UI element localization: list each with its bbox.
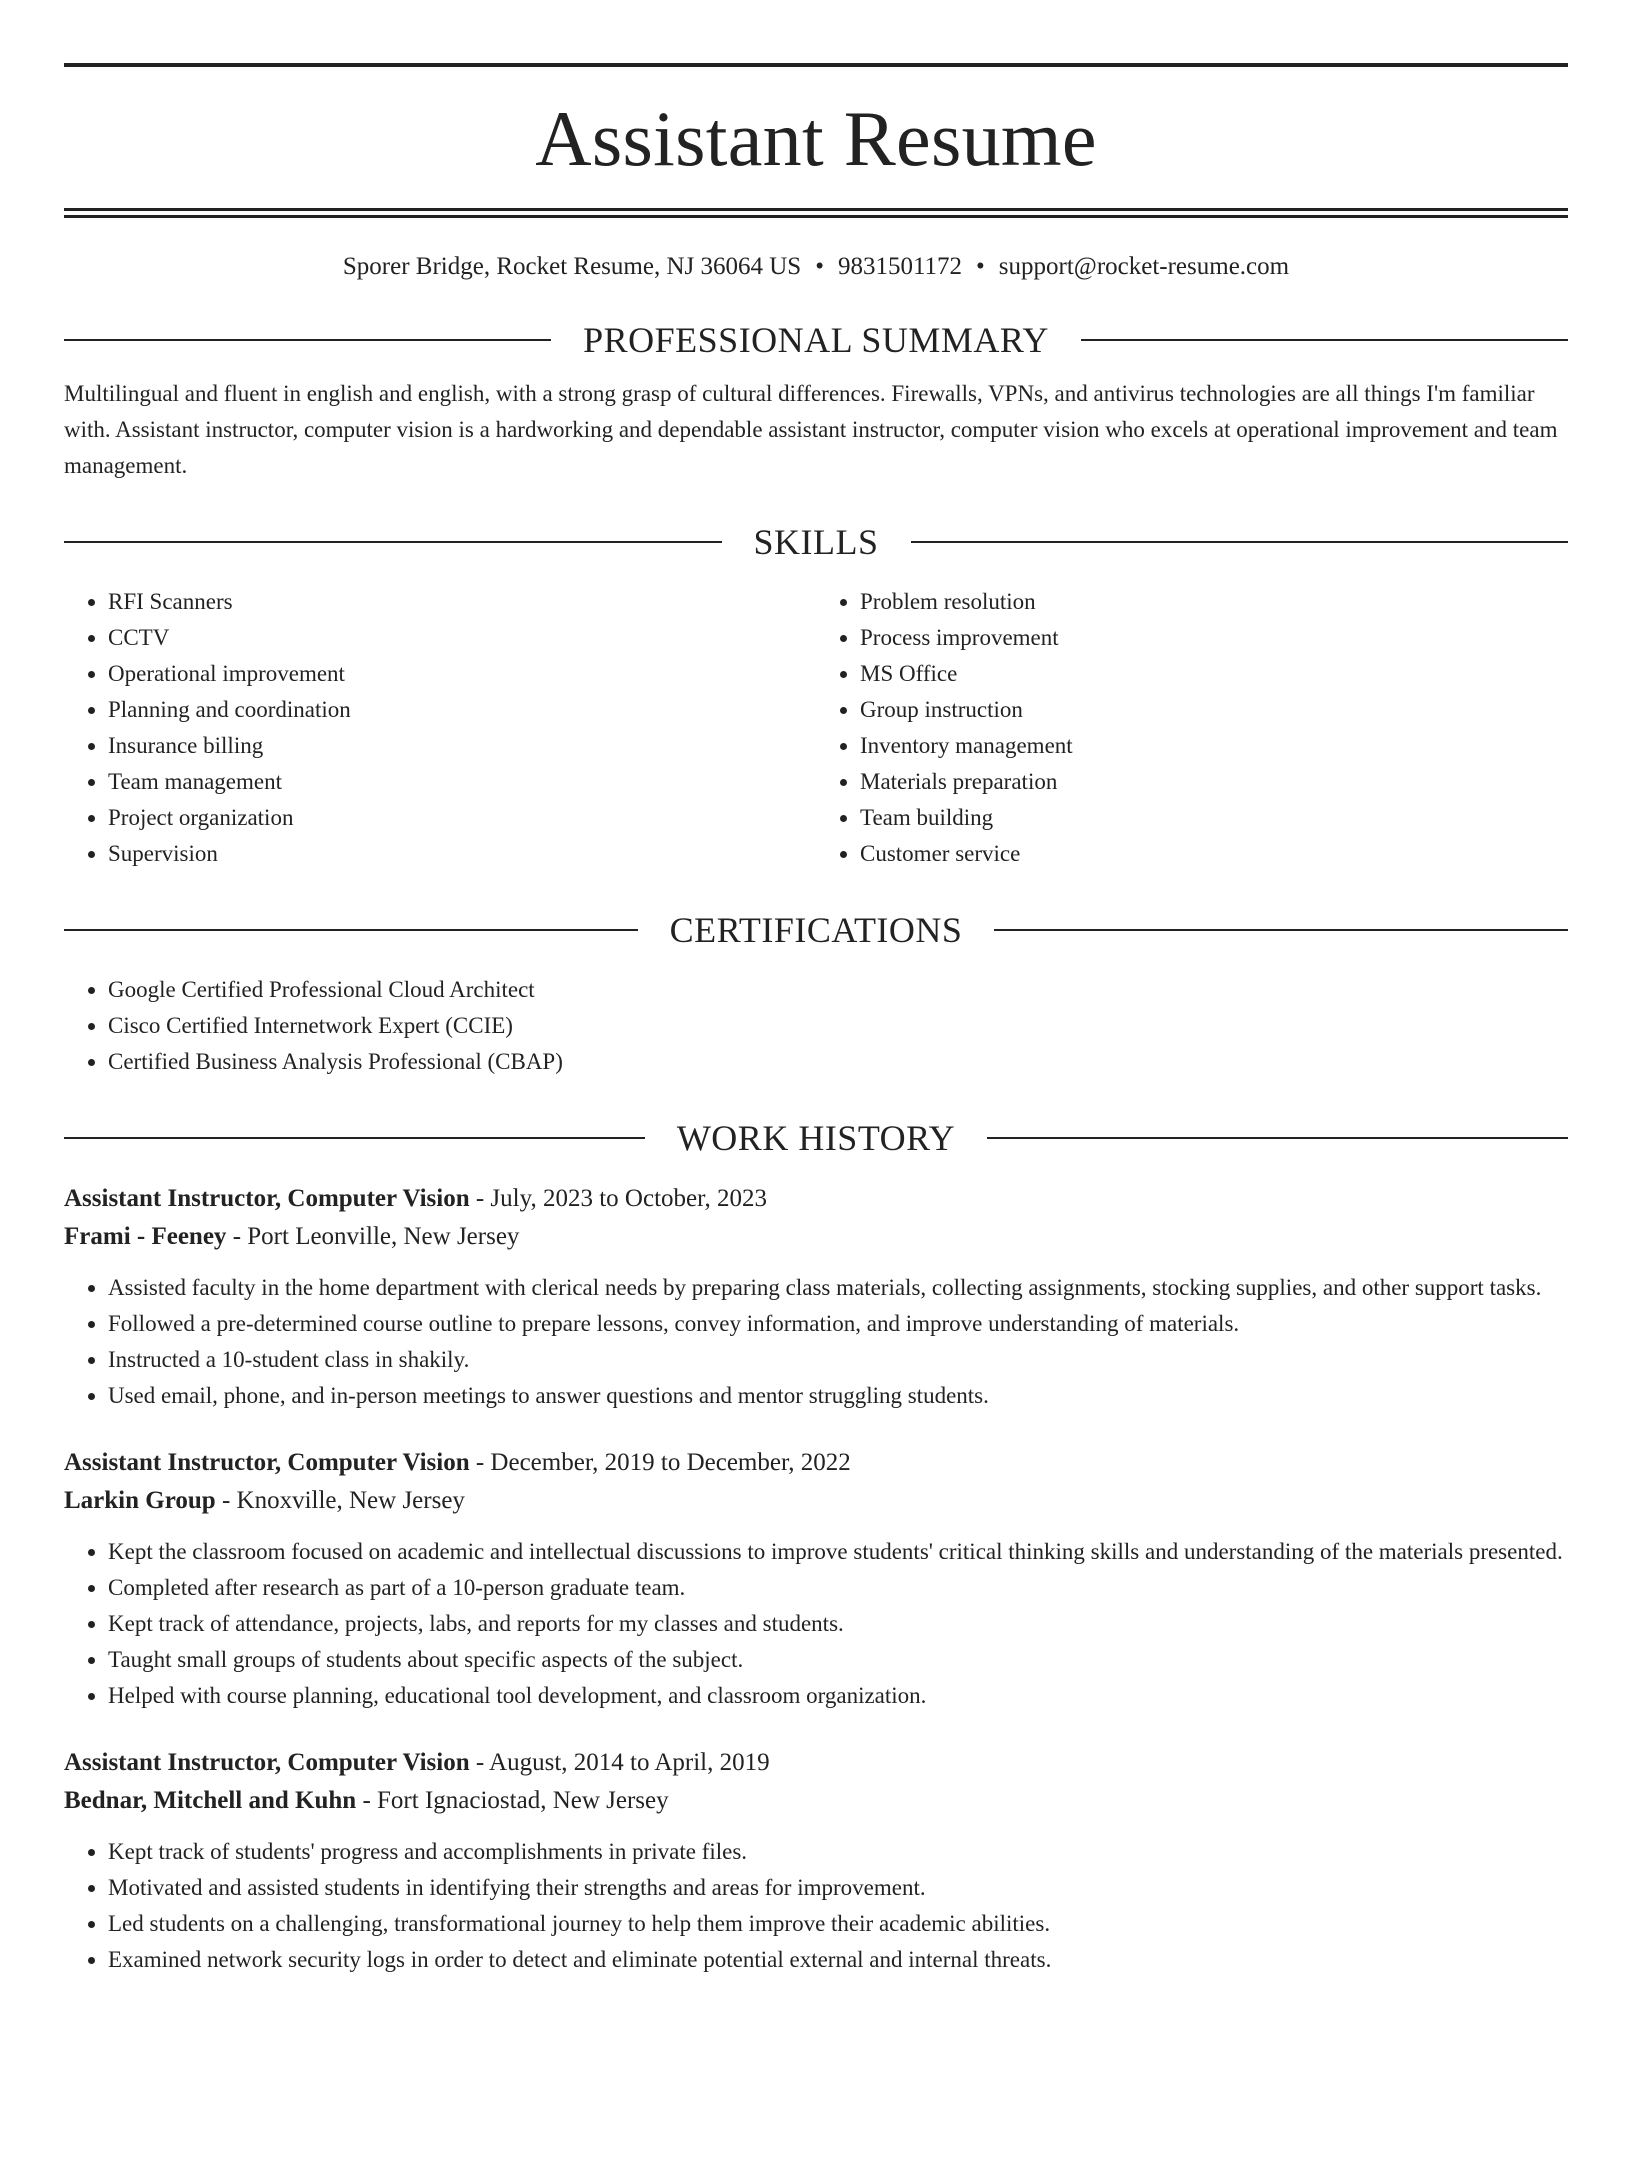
job-company: Bednar, Mitchell and Kuhn [64, 1787, 357, 1814]
skill-item: • Team management [108, 764, 816, 800]
skill-item: • CCTV [108, 620, 816, 656]
job-company-line [64, 1482, 1568, 1520]
certification-item: • Cisco Certified Internetwork Expert (CCIE) [108, 1008, 1568, 1044]
contact-line [64, 252, 1568, 282]
skill-item: • Operational improvement [108, 656, 816, 692]
job-bullet: • Instructed a 10-student class in shakily. [108, 1342, 1568, 1378]
job-title-line [64, 1180, 1568, 1218]
job-title-line [64, 1444, 1568, 1482]
skills-heading [64, 524, 1568, 560]
job-location: - Port Leonville, New Jersey [226, 1223, 520, 1250]
separator: • [976, 253, 985, 280]
skill-item: • MS Office [860, 656, 1568, 692]
divider [1081, 339, 1568, 341]
skill-item: • Group instruction [860, 692, 1568, 728]
job-location: - Fort Ignaciostad, New Jersey [356, 1787, 669, 1814]
summary-heading [64, 322, 1568, 358]
divider [64, 929, 638, 931]
job-company-line [64, 1218, 1568, 1256]
section-title: CERTIFICATIONS [669, 910, 963, 950]
certification-item: • Google Certified Professional Cloud Architect [108, 972, 1568, 1008]
resume-title: Assistant Resume [535, 95, 1097, 182]
divider [64, 1137, 645, 1139]
job-company-line [64, 1782, 1568, 1820]
skills-list-right [816, 584, 1568, 872]
job-bullet: • Helped with course planning, educational tool development, and classroom organization. [108, 1678, 1568, 1714]
top-rule [64, 63, 1568, 67]
skill-item: • Team building [860, 800, 1568, 836]
job-dates: - August, 2014 to April, 2019 [469, 1749, 770, 1776]
job-company: Larkin Group [64, 1487, 216, 1514]
job-entry [64, 1744, 1568, 1978]
job-bullet: • Assisted faculty in the home department with clerical needs by preparing class materials, collecting assignments, stocking supplies, and other support tasks. [108, 1270, 1568, 1306]
section-title: WORK HISTORY [676, 1118, 956, 1158]
job-bullet: • Used email, phone, and in-person meetings to answer questions and mentor struggling students. [108, 1378, 1568, 1414]
job-bullet: • Kept track of students' progress and accomplishments in private files. [108, 1834, 1568, 1870]
divider [64, 339, 551, 341]
job-bullet: • Followed a pre-determined course outline to prepare lessons, convey information, and improve understanding of materials. [108, 1306, 1568, 1342]
skills-columns [64, 584, 1568, 872]
divider [987, 1137, 1568, 1139]
job-company: Frami - Feeney [64, 1223, 227, 1250]
job-entry [64, 1444, 1568, 1714]
skill-item: • Process improvement [860, 620, 1568, 656]
certifications-list [64, 972, 1568, 1080]
job-location: - Knoxville, New Jersey [215, 1487, 465, 1514]
job-bullet: • Kept track of attendance, projects, labs, and reports for my classes and students. [108, 1606, 1568, 1642]
job-role: Assistant Instructor, Computer Vision [64, 1749, 470, 1776]
job-bullets [64, 1834, 1568, 1978]
job-bullet: • Completed after research as part of a 10-person graduate team. [108, 1570, 1568, 1606]
job-bullet: • Taught small groups of students about specific aspects of the subject. [108, 1642, 1568, 1678]
section-title: PROFESSIONAL SUMMARY [583, 320, 1049, 360]
skill-item: • Project organization [108, 800, 816, 836]
skill-item: • Insurance billing [108, 728, 816, 764]
job-role: Assistant Instructor, Computer Vision [64, 1185, 470, 1212]
certification-item: • Certified Business Analysis Professional (CBAP) [108, 1044, 1568, 1080]
separator: • [815, 253, 824, 280]
skill-item: • Supervision [108, 836, 816, 872]
job-dates: - December, 2019 to December, 2022 [469, 1449, 851, 1476]
skill-item: • Planning and coordination [108, 692, 816, 728]
email[interactable]: support@rocket-resume.com [998, 253, 1290, 280]
resume-page [0, 63, 1632, 2175]
job-bullets [64, 1534, 1568, 1714]
work-history-heading [64, 1120, 1568, 1156]
job-dates: - July, 2023 to October, 2023 [469, 1185, 767, 1212]
divider [911, 541, 1569, 543]
skill-item: • Inventory management [860, 728, 1568, 764]
divider [64, 541, 722, 543]
divider [994, 929, 1568, 931]
job-title-line [64, 1744, 1568, 1782]
address: Sporer Bridge, Rocket Resume, NJ 36064 US [342, 253, 802, 280]
job-bullet: • Examined network security logs in order to detect and eliminate potential external and internal threats. [108, 1942, 1568, 1978]
section-title: SKILLS [753, 522, 879, 562]
phone: 9831501172 [837, 253, 963, 280]
skill-item: • Materials preparation [860, 764, 1568, 800]
skills-list-left [64, 584, 816, 872]
job-role: Assistant Instructor, Computer Vision [64, 1449, 470, 1476]
job-bullet: • Motivated and assisted students in identifying their strengths and areas for improvement. [108, 1870, 1568, 1906]
job-bullets [64, 1270, 1568, 1414]
skill-item: • RFI Scanners [108, 584, 816, 620]
job-entry [64, 1180, 1568, 1414]
skill-item: • Problem resolution [860, 584, 1568, 620]
job-bullet: • Led students on a challenging, transformational journey to help them improve their academic abilities. [108, 1906, 1568, 1942]
skill-item: • Customer service [860, 836, 1568, 872]
double-rule [64, 208, 1568, 218]
certifications-heading [64, 912, 1568, 948]
job-bullet: • Kept the classroom focused on academic and intellectual discussions to improve students' critical thinking skills and understanding of the materials presented. [108, 1534, 1568, 1570]
summary-text: Multilingual and fluent in english and english, with a strong grasp of cultural differences. Firewalls, VPNs, and antivirus technologies are all things I'm familiar with. Assistant instructor, computer vision is a hardworking and dependable assistant instructor, computer vision who excels at operational improvement and team management. [64, 381, 1558, 478]
